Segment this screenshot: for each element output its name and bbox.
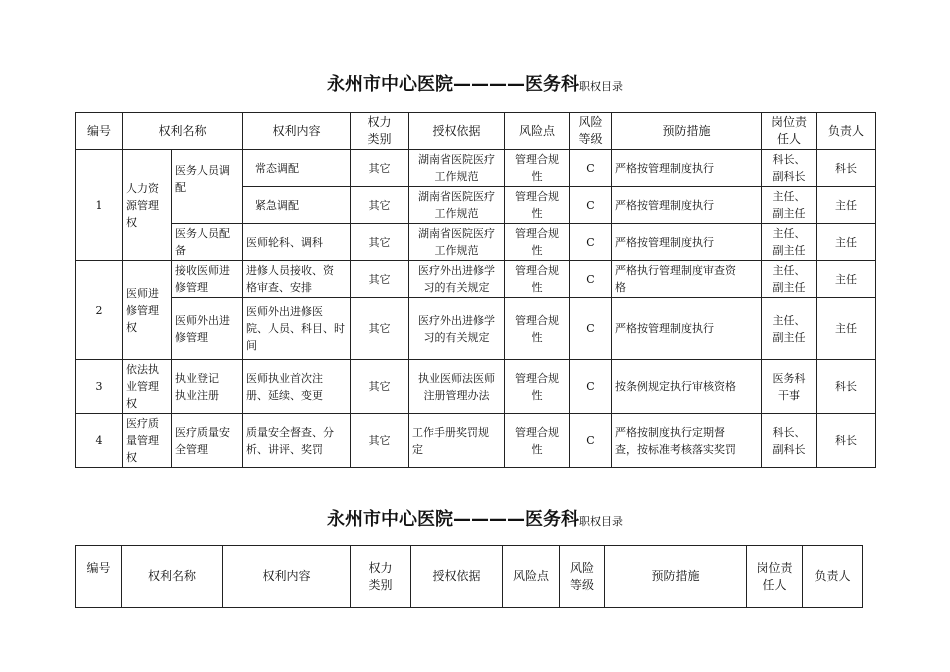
right-type: 其它 [351, 261, 409, 298]
page-title-2 [0, 505, 950, 531]
risk-point: 管理合规 性 [505, 298, 570, 360]
header-content: 权利内容 [243, 113, 351, 150]
title-suffix: 职权目录 [579, 515, 623, 528]
owner: 科长 [817, 360, 876, 414]
row-number: 2 [76, 261, 123, 360]
auth-basis: 工作手册奖罚规 定 [409, 414, 505, 468]
right-name: 人力资 源管理 权 [123, 150, 172, 261]
table-row [76, 261, 876, 298]
post-responsible: 医务科 干事 [762, 360, 817, 414]
header-basis: 授权依据 [411, 546, 503, 608]
right-type: 其它 [351, 187, 409, 224]
rights-table [75, 112, 876, 468]
prevention-measures: 严格按管理制度执行 [612, 224, 762, 261]
auth-basis: 医疗外出进修学 习的有关规定 [409, 261, 505, 298]
auth-basis: 湖南省医院医疗 工作规范 [409, 187, 505, 224]
right-content: 进修人员接收、资 格审查、安排 [243, 261, 351, 298]
risk-level: C [570, 150, 612, 187]
post-responsible: 主任、 副主任 [762, 261, 817, 298]
owner: 科长 [817, 414, 876, 468]
prevention-measures: 按条例规定执行审核资格 [612, 360, 762, 414]
risk-point: 管理合规 性 [505, 150, 570, 187]
header-post: 岗位责 任人 [747, 546, 803, 608]
sub-right: 执业登记 执业注册 [172, 360, 243, 414]
sub-right: 医师外出进 修管理 [172, 298, 243, 360]
rights-table-2 [75, 545, 863, 608]
sub-right: 医务人员调 配 [172, 150, 243, 224]
page-title [0, 70, 950, 96]
risk-level: C [570, 414, 612, 468]
right-name: 医师进 修管理 权 [123, 261, 172, 360]
header-level: 风险 等级 [570, 113, 612, 150]
auth-basis: 湖南省医院医疗 工作规范 [409, 224, 505, 261]
right-content: 紧急调配 [243, 187, 351, 224]
header-content: 权利内容 [223, 546, 351, 608]
right-content: 医师外出进修医 院、人员、科目、时 间 [243, 298, 351, 360]
auth-basis: 执业医师法医师 注册管理办法 [409, 360, 505, 414]
risk-point: 管理合规 性 [505, 224, 570, 261]
sub-right: 医疗质量安 全管理 [172, 414, 243, 468]
header-basis: 授权依据 [409, 113, 505, 150]
owner: 主任 [817, 261, 876, 298]
sub-right: 医务人员配 备 [172, 224, 243, 261]
right-type: 其它 [351, 360, 409, 414]
header-right-name: 权利名称 [122, 546, 223, 608]
right-name: 依法执 业管理 权 [123, 360, 172, 414]
risk-point: 管理合规 性 [505, 360, 570, 414]
header-risk: 风险点 [505, 113, 570, 150]
owner: 科长 [817, 150, 876, 187]
right-type: 其它 [351, 414, 409, 468]
header-measures: 预防措施 [612, 113, 762, 150]
table-row [76, 360, 876, 414]
table-row [76, 224, 876, 261]
post-responsible: 主任、 副主任 [762, 187, 817, 224]
owner: 主任 [817, 224, 876, 261]
header-type: 权力 类别 [351, 546, 411, 608]
header-risk: 风险点 [503, 546, 560, 608]
header-post: 岗位责 任人 [762, 113, 817, 150]
right-content: 医师轮科、调科 [243, 224, 351, 261]
right-content: 常态调配 [243, 150, 351, 187]
risk-level: C [570, 360, 612, 414]
table-row [76, 298, 876, 360]
header-num: 编号 [76, 546, 122, 608]
row-number: 4 [76, 414, 123, 468]
risk-level: C [570, 224, 612, 261]
owner: 主任 [817, 298, 876, 360]
row-number: 3 [76, 360, 123, 414]
prevention-measures: 严格执行管理制度审查资 格 [612, 261, 762, 298]
title-suffix: 职权目录 [579, 80, 623, 93]
header-owner: 负责人 [803, 546, 863, 608]
right-type: 其它 [351, 298, 409, 360]
risk-level: C [570, 298, 612, 360]
post-responsible: 主任、 副主任 [762, 224, 817, 261]
header-right-name: 权利名称 [123, 113, 243, 150]
post-responsible: 主任、 副主任 [762, 298, 817, 360]
title-main: 永州市中心医院————医务科 [327, 509, 579, 530]
row-number: 1 [76, 150, 123, 261]
risk-level: C [570, 261, 612, 298]
prevention-measures: 严格按管理制度执行 [612, 150, 762, 187]
risk-point: 管理合规 性 [505, 414, 570, 468]
sub-right: 接收医师进 修管理 [172, 261, 243, 298]
header-owner: 负责人 [817, 113, 876, 150]
prevention-measures: 严格按管理制度执行 [612, 187, 762, 224]
right-type: 其它 [351, 224, 409, 261]
header-num: 编号 [76, 113, 123, 150]
risk-level: C [570, 187, 612, 224]
header-measures: 预防措施 [605, 546, 747, 608]
risk-point: 管理合规 性 [505, 187, 570, 224]
post-responsible: 科长、 副科长 [762, 414, 817, 468]
owner: 主任 [817, 187, 876, 224]
auth-basis: 湖南省医院医疗 工作规范 [409, 150, 505, 187]
prevention-measures: 严格按管理制度执行 [612, 298, 762, 360]
table-row [76, 150, 876, 187]
right-content: 质量安全督查、分 析、讲评、奖罚 [243, 414, 351, 468]
auth-basis: 医疗外出进修学 习的有关规定 [409, 298, 505, 360]
post-responsible: 科长、 副科长 [762, 150, 817, 187]
prevention-measures: 严格按制度执行定期督 查，按标准考核落实奖罚 [612, 414, 762, 468]
header-type: 权力 类别 [351, 113, 409, 150]
right-type: 其它 [351, 150, 409, 187]
title-main: 永州市中心医院————医务科 [327, 74, 579, 95]
right-content: 医师执业首次注 册、延续、变更 [243, 360, 351, 414]
risk-point: 管理合规 性 [505, 261, 570, 298]
right-name: 医疗质 量管理 权 [123, 414, 172, 468]
header-level: 风险 等级 [560, 546, 605, 608]
table-row [76, 414, 876, 468]
